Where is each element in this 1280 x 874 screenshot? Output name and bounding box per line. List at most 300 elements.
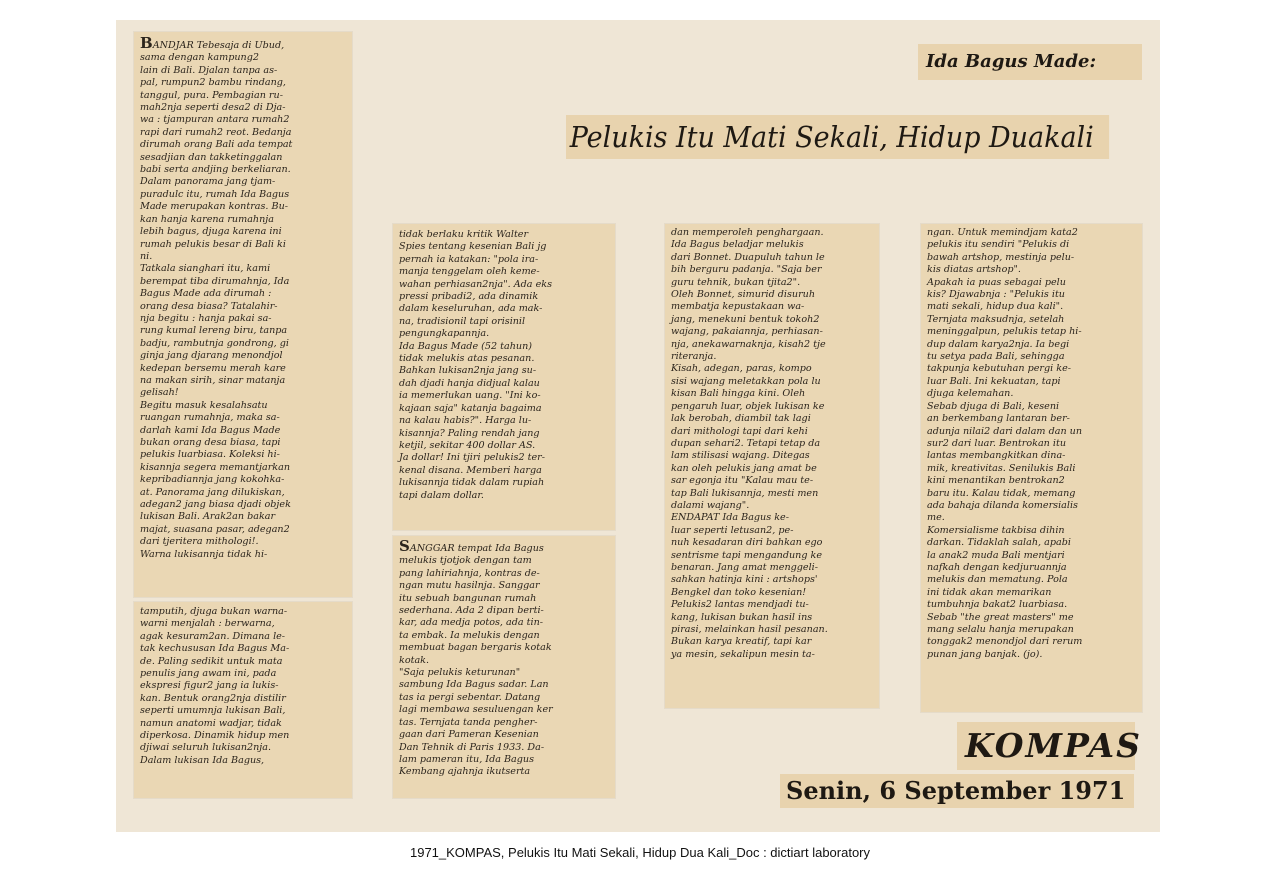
article-line-text: sederhana. Ada 2 dipan berti- (399, 605, 544, 617)
article-line-text: Begitu masuk kesalahsatu (140, 399, 268, 411)
article-line-text: na, tradisionil tapi orisinil (399, 315, 526, 327)
article-line-text: adegan2 jang biasa djadi objek (140, 499, 291, 511)
article-line (665, 500, 879, 512)
article-line (665, 475, 879, 487)
article-line-text: lam pameran itu, Ida Bagus (399, 753, 535, 765)
article-line-text: gelisah! (140, 387, 179, 399)
article-line (134, 718, 352, 730)
article-line-text: mang selalu hanja merupakan (927, 624, 1074, 635)
article-line-text: kenal disana. Memberi harga (399, 464, 542, 476)
article-line-text: tas ia pergi sebentar. Datang (399, 691, 541, 703)
article-line (134, 313, 352, 325)
article-line (393, 766, 615, 778)
article-line-text: Bagus Made ada dirumah : (140, 288, 272, 300)
drop-cap: S (399, 537, 410, 555)
article-line-text: Apakah ia puas sebagai pelu (927, 276, 1066, 288)
article-line-text: tas. Ternjata tanda pengher- (399, 716, 538, 728)
article-line-text: ANDJAR Tebesaja di Ubud, (152, 40, 285, 51)
article-line (393, 754, 615, 766)
article-line-text: tonggak2 menondjol dari rerum (927, 636, 1083, 648)
article-line-text: Kisah, adegan, paras, kompo (671, 363, 812, 375)
article-line (134, 549, 352, 561)
article-line-text: Kembang ajahnja ikutserta (399, 766, 531, 778)
article-line (665, 301, 879, 313)
article-line (134, 288, 352, 300)
article-line (134, 375, 352, 387)
article-line-text: ta embak. Ia melukis dengan (399, 629, 540, 641)
article-line (134, 680, 352, 692)
article-line-text: ia memerlukan uang. "Ini ko- (399, 390, 541, 402)
article-line (393, 568, 615, 580)
article-line (665, 488, 879, 500)
article-line (134, 338, 352, 350)
article-line-text: wa : tjampuran antara rumah2 (140, 114, 290, 126)
article-line (393, 679, 615, 691)
article-line (134, 400, 352, 412)
article-line (134, 412, 352, 424)
article-line (921, 537, 1142, 549)
article-line-text: pal, rumpun2 bambu rindang, (140, 77, 286, 89)
article-line (393, 440, 615, 452)
article-line (393, 537, 615, 555)
article-line (134, 226, 352, 238)
article-line-text: bih berguru padanja. "Saja ber (671, 264, 822, 276)
article-line (921, 252, 1142, 264)
article-line (665, 239, 879, 251)
article-line-text: kan. Bentuk orang2nja distilir (140, 692, 286, 704)
article-line (665, 624, 879, 636)
article-line-text: Ida Bagus Made (52 tahun) (399, 340, 533, 352)
article-line (393, 328, 615, 340)
article-line-text: Spies tentang kesenian Bali jg (399, 241, 547, 253)
article-line (393, 452, 615, 464)
article-line-text: seperti umumnja lukisan Bali, (140, 705, 286, 717)
article-line (921, 475, 1142, 487)
article-line (921, 450, 1142, 462)
article-line (665, 612, 879, 624)
article-line-text: sahkan hatinja kini : artshops' (671, 574, 818, 586)
article-line (921, 314, 1142, 326)
article-line-text: dari mithologi tapi dari kehi (671, 425, 808, 437)
article-line-text: Sebab djuga di Bali, keseni (927, 400, 1060, 412)
article-line (134, 201, 352, 213)
article-line (134, 487, 352, 499)
article-line-text: ekspresi figur2 jang ia lukis- (140, 680, 279, 692)
article-line (134, 214, 352, 226)
article-line-text: ini tidak akan memarikan (927, 586, 1052, 598)
article-line (393, 717, 615, 729)
article-line-text: tanggul, pura. Pembagian ru- (140, 89, 283, 101)
article-line (134, 425, 352, 437)
article-line (134, 90, 352, 102)
article-line-text: djiwai seluruh lukisan2nja. (140, 742, 272, 754)
article-line (393, 605, 615, 617)
article-line (134, 437, 352, 449)
article-line-text: Dan Tehnik di Paris 1933. Da- (399, 741, 545, 753)
article-line (665, 264, 879, 276)
article-line (134, 189, 352, 201)
article-line-text: sambung Ida Bagus sadar. Lan (399, 679, 549, 691)
article-line (393, 593, 615, 605)
article-line-text: punan jang banjak. (jo). (927, 648, 1043, 660)
article-line-text: diperkosa. Dinamik hidup men (140, 730, 290, 742)
article-line (921, 326, 1142, 338)
article-line (393, 254, 615, 266)
article-line (134, 34, 352, 52)
article-line-text: ya mesin, sekalipun mesin ta- (671, 648, 815, 660)
article-line-text: bawah artshop, mestinja pelu- (927, 251, 1075, 263)
article-line (665, 339, 879, 351)
article-line-text: majat, suasana pasar, adegan2 (140, 523, 290, 535)
article-line (393, 428, 615, 440)
article-line-text: sama dengan kampung2 (140, 52, 259, 64)
article-line-text: tidak berlaku kritik Walter (399, 229, 529, 240)
article-line (134, 52, 352, 64)
article-line (134, 139, 352, 151)
article-line-text: kepribadiannja jang kokohka- (140, 474, 285, 486)
article-line-text: badju, rambutnja gondrong, gi (140, 337, 289, 349)
article-line (134, 656, 352, 668)
article-line (921, 388, 1142, 400)
article-line (665, 277, 879, 289)
article-column-2-top (393, 224, 615, 530)
article-line (393, 353, 615, 365)
article-line-text: kedepan bersemu merah kare (140, 362, 286, 374)
article-line (665, 463, 879, 475)
article-line-text: kan oleh pelukis jang amat be (671, 462, 817, 474)
article-line-text: dah djadi hanja didjual kalau (399, 377, 540, 389)
article-line-text: de. Paling sedikit untuk mata (140, 655, 283, 667)
article-line (393, 630, 615, 642)
article-line-text: Ternjata maksudnja, setelah (927, 313, 1065, 325)
article-line (134, 325, 352, 337)
article-line (393, 403, 615, 415)
article-line-text: ada bahaja dilanda komersialis (927, 499, 1078, 511)
article-line-text: sar egonja itu "Kalau mau te- (671, 475, 814, 487)
article-line-text: darkan. Tidaklah salah, apabi (927, 537, 1071, 549)
article-line-text: pengungkapannja. (399, 328, 490, 340)
article-line (921, 500, 1142, 512)
article-line-text: la anak2 muda Bali mentjari (927, 549, 1065, 561)
article-line (665, 351, 879, 363)
article-line-text: manja tenggelam oleh keme- (399, 266, 540, 278)
article-line (665, 512, 879, 524)
article-line-text: pelukis itu sendiri "Pelukis di (927, 239, 1070, 251)
article-line (665, 438, 879, 450)
article-line-text: tapi dalam dollar. (399, 489, 484, 501)
article-line-text: Pelukis2 lantas mendjadi tu- (671, 599, 809, 611)
article-line (921, 463, 1142, 475)
article-line-text: pirasi, melainkan hasil pesanan. (671, 624, 828, 635)
article-line (665, 413, 879, 425)
article-line (393, 229, 615, 241)
article-line (134, 742, 352, 754)
article-line (393, 241, 615, 253)
article-line (921, 239, 1142, 251)
article-line-text: dalami wajang". (671, 499, 750, 511)
article-line (134, 77, 352, 89)
article-line-text: pernah ia katakan: "pola ira- (399, 253, 539, 265)
article-line (665, 401, 879, 413)
image-caption: 1971_KOMPAS, Pelukis Itu Mati Sekali, Hidup Dua Kali_Doc : dictiart laboratory (409, 845, 871, 860)
article-line-text: wajang, pakaiannja, perhiasan- (671, 326, 823, 338)
article-line (134, 263, 352, 275)
article-line-text: takpunja kebutuhan pergi ke- (927, 363, 1071, 375)
article-line (134, 251, 352, 263)
article-line-text: sisi wajang meletakkan pola lu (671, 375, 821, 387)
article-line-text: Dalam panorama jang tjam- (140, 176, 276, 188)
article-line (921, 649, 1142, 661)
article-line (665, 537, 879, 549)
article-line-text: penulis jang awam ini, pada (140, 668, 277, 680)
article-line-text: kisannja segera memantjarkan (140, 461, 291, 473)
article-line-text: lukisan Bali. Arak2an bakar (140, 511, 276, 523)
article-line-text: djuga kelemahan. (927, 388, 1014, 400)
article-line-text: warni menjalah : berwarna, (140, 618, 275, 630)
article-line-text: tamputih, djuga bukan warna- (140, 606, 288, 617)
article-line-text: riteranja. (671, 351, 717, 363)
article-line-text: Komersialisme takbisa dihin (927, 524, 1065, 536)
article-line (393, 465, 615, 477)
article-line (921, 636, 1142, 648)
article-line-text: itu sebuah bangunan rumah (399, 592, 537, 604)
article-line-text: lak berobah, diambil tak lagi (671, 413, 811, 425)
article-line-text: mik, kreativitas. Senilukis Bali (927, 462, 1076, 474)
article-line (393, 291, 615, 303)
article-line-text: ketjil, sekitar 400 dollar AS. (399, 439, 536, 451)
article-line-text: tap Bali lukisannja, mesti men (671, 487, 819, 499)
article-line (921, 339, 1142, 351)
article-line-text: nafkah dengan kedjuruannja (927, 561, 1067, 573)
article-line-text: berempat tiba dirumahnja, Ida (140, 275, 290, 287)
article-line-text: "Saja pelukis keturunan" (399, 667, 521, 679)
article-line (921, 264, 1142, 276)
article-line (921, 612, 1142, 624)
article-line-text: babi serta andjing berkeliaran. (140, 164, 291, 176)
article-line (393, 655, 615, 667)
article-line-text: kajaan saja" katanja bagaima (399, 402, 542, 414)
article-line-text: kar, ada medja potos, ada tin- (399, 617, 543, 629)
article-line (393, 580, 615, 592)
article-line-text: wahan perhiasan2nja". Ada eks (399, 278, 552, 290)
article-line (921, 401, 1142, 413)
article-line (134, 387, 352, 399)
publication-date: Senin, 6 September 1971 (780, 774, 1134, 808)
article-line (921, 426, 1142, 438)
article-line (134, 350, 352, 362)
article-column-4 (921, 224, 1142, 712)
article-line (665, 227, 879, 239)
article-line-text: Ja dollar! Ini tjiri pelukis2 ter- (399, 452, 545, 464)
article-line-text: namun anatomi wadjar, tidak (140, 717, 282, 729)
article-line (134, 102, 352, 114)
article-line-text: sentrisme tapi mengandung ke (671, 549, 823, 561)
article-line (134, 239, 352, 251)
article-line (134, 499, 352, 511)
article-line-text: Bahkan lukisan2nja jang su- (399, 365, 537, 377)
article-line-text: Sebab "the great masters" me (927, 611, 1074, 623)
article-line-text: tu setya pada Bali, sehingga (927, 351, 1065, 363)
article-line-text: Warna lukisannja tidak hi- (140, 548, 268, 560)
article-line-text: ngan. Untuk memindjam kata2 (927, 227, 1078, 238)
article-line (665, 289, 879, 301)
article-line (134, 536, 352, 548)
article-line-text: tidak melukis atas pesanan. (399, 353, 535, 365)
article-line (134, 276, 352, 288)
article-line (665, 550, 879, 562)
article-line (665, 599, 879, 611)
article-line (921, 624, 1142, 636)
article-line (921, 277, 1142, 289)
article-line (393, 266, 615, 278)
article-line (921, 587, 1142, 599)
article-line-text: dirumah orang Bali ada tempat (140, 139, 293, 151)
article-line (134, 668, 352, 680)
article-line (134, 474, 352, 486)
article-line (134, 114, 352, 126)
article-line (665, 525, 879, 537)
article-line (665, 636, 879, 648)
article-line-text: pressi pribadi2, ada dinamik (399, 291, 539, 303)
article-line (393, 303, 615, 315)
article-line-text: kan hanja karena rumahnja (140, 213, 274, 225)
article-line-text: jang, menekuni bentuk tokoh2 (671, 313, 820, 325)
article-line (393, 729, 615, 741)
article-line (134, 618, 352, 630)
article-line (665, 376, 879, 388)
article-line-text: mah2nja seperti desa2 di Dja- (140, 102, 286, 114)
article-line-text: dupan sehari2. Tetapi tetap da (671, 437, 821, 449)
article-line (665, 562, 879, 574)
article-line (921, 525, 1142, 537)
article-line (134, 693, 352, 705)
article-line (921, 351, 1142, 363)
article-line-text: dalam keseluruhan, ada mak- (399, 303, 543, 315)
article-line (665, 574, 879, 586)
article-line (665, 252, 879, 264)
article-line-text: Dalam lukisan Ida Bagus, (140, 754, 265, 766)
article-line (393, 341, 615, 353)
article-line-text: ENDAPAT Ida Bagus ke- (671, 512, 789, 524)
article-line (134, 363, 352, 375)
article-line-text: membuat bagan bergaris kotak (399, 642, 552, 654)
article-line-text: mati sekali, hidup dua kali". (927, 301, 1064, 313)
article-line-text: tak kechususan Ida Bagus Ma- (140, 643, 290, 655)
article-line-text: gaan dari Pameran Kesenian (399, 729, 539, 741)
article-line-text: at. Panorama jang dilukiskan, (140, 486, 285, 498)
headline-kicker: Ida Bagus Made: (918, 44, 1142, 80)
article-line (921, 562, 1142, 574)
article-line (134, 643, 352, 655)
article-line (921, 599, 1142, 611)
article-line-text: ginja jang djarang menondjol (140, 350, 283, 362)
article-line-text: nja begitu : hanja pakai sa- (140, 312, 272, 324)
article-line (134, 152, 352, 164)
article-column-3 (665, 224, 879, 708)
article-line-text: luar Bali. Ini kekuatan, tapi (927, 375, 1061, 387)
article-line (921, 574, 1142, 586)
article-line (665, 314, 879, 326)
article-line-text: dari Bonnet. Duapuluh tahun le (671, 251, 825, 263)
article-line-text: sur2 dari luar. Bentrokan itu (927, 437, 1066, 449)
article-line (134, 511, 352, 523)
article-line-text: kisan Bali hingga kini. Oleh (671, 388, 806, 400)
article-line-text: nuh kesadaran diri bahkan ego (671, 537, 823, 549)
article-line (134, 301, 352, 313)
article-line (393, 490, 615, 502)
article-line-text: melukis dan mematung. Pola (927, 574, 1068, 586)
article-line-text: luar seperti letusan2, pe- (671, 524, 794, 536)
article-line-text: baru itu. Kalau tidak, memang (927, 487, 1076, 499)
article-line (134, 449, 352, 461)
article-line-text: pelukis luarbiasa. Koleksi hi- (140, 449, 280, 461)
article-line-text: me. (927, 512, 945, 524)
article-line (393, 704, 615, 716)
article-line-text: benaran. Jang amat menggeli- (671, 561, 818, 573)
article-line-text: Ida Bagus beladjar melukis (671, 239, 804, 251)
article-line (393, 555, 615, 567)
article-line-text: ni. (140, 250, 153, 262)
article-line (134, 65, 352, 77)
article-line (921, 227, 1142, 239)
article-line-text: lantas membangkitkan dina- (927, 450, 1066, 462)
article-line-text: guru tehnik, bukan tjita2". (671, 276, 801, 288)
article-line-text: na kalau habis?". Harga lu- (399, 415, 532, 427)
article-line-text: dari tjeritera mithologi!. (140, 536, 259, 548)
headline-title: Pelukis Itu Mati Sekali, Hidup Duakali (566, 115, 1109, 159)
article-line-text: rapi dari rumah2 reot. Bedanja (140, 126, 292, 138)
article-line (134, 631, 352, 643)
article-line-text: pengaruh luar, objek lukisan ke (671, 400, 825, 412)
article-column-1-bottom (134, 602, 352, 798)
article-line (393, 667, 615, 679)
article-line (665, 450, 879, 462)
article-line-text: Bengkel dan toko kesenian! (671, 586, 807, 598)
article-line-text: Bukan karya kreatif, tapi kar (671, 636, 812, 648)
article-line (921, 438, 1142, 450)
article-line-text: darlah kami Ida Bagus Made (140, 424, 281, 436)
article-line-text: dan memperoleh penghargaan. (671, 227, 824, 238)
article-line (393, 692, 615, 704)
article-line-text: adunja nilai2 dari dalam dan un (927, 425, 1083, 437)
article-line-text: kis diatas artshop". (927, 264, 1021, 276)
article-line (665, 587, 879, 599)
article-line-text: kis? Djawabnja : "Pelukis itu (927, 289, 1065, 301)
article-line-text: rumah pelukis besar di Bali ki (140, 238, 286, 250)
article-line-text: an berkembang lantaran ber- (927, 413, 1070, 425)
article-line-text: agak kesuram2an. Dimana le- (140, 630, 286, 642)
article-line (665, 388, 879, 400)
article-line (921, 301, 1142, 313)
article-line-text: lebih bagus, djuga karena ini (140, 226, 282, 238)
article-line (134, 755, 352, 767)
article-line-text: lain di Bali. Djalan tanpa as- (140, 64, 278, 76)
article-line-text: ruangan rumahnja, maka sa- (140, 412, 280, 424)
article-line-text: meninggalpun, pelukis tetap hi- (927, 326, 1082, 338)
article-line (665, 426, 879, 438)
article-line-text: Tatkala sianghari itu, kami (140, 263, 271, 275)
article-line-text: tumbuhnja bakat2 luarbiasa. (927, 599, 1068, 611)
article-line (393, 415, 615, 427)
article-line (665, 326, 879, 338)
article-line-text: membatja kepustakaan wa- (671, 301, 805, 313)
article-line (921, 289, 1142, 301)
article-line-text: lukisannja tidak dalam rupiah (399, 477, 545, 489)
article-line (134, 705, 352, 717)
article-line-text: rung kumal lereng biru, tanpa (140, 325, 288, 337)
article-line (921, 512, 1142, 524)
article-line-text: lam stilisasi wajang. Ditegas (671, 450, 810, 462)
